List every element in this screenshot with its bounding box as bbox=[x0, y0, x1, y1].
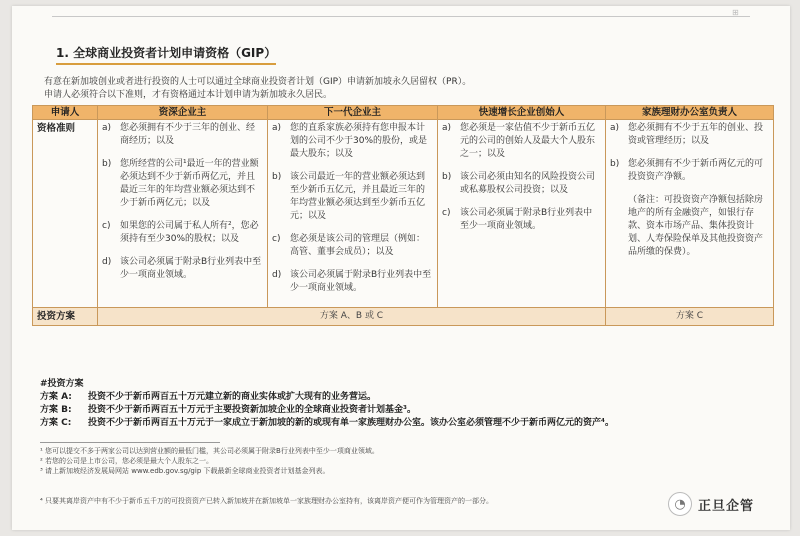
header-applicant: 申请人 bbox=[33, 106, 98, 120]
criteria-row bbox=[33, 120, 774, 308]
watermark bbox=[668, 492, 754, 516]
list-item: b) 您所经营的公司¹最近一年的营业额必须达到不少于新币两亿元，并且最近三年的年均营业额必须达到不少于新币两亿元；以及 bbox=[102, 159, 259, 208]
criteria-col-fast-growth bbox=[438, 120, 606, 308]
list-item: a) 您必须拥有不少于五年的创业、投资或管理经历；以及 bbox=[610, 123, 764, 146]
table-header-row bbox=[33, 106, 774, 120]
intro-paragraph bbox=[44, 76, 784, 102]
intro-line: 申请人必须符合以下准则，才有资格通过本计划申请为新加坡永久居民。 bbox=[44, 90, 333, 100]
header-fast-growth-founder: 快速增长企业创始人 bbox=[438, 106, 606, 120]
list-item: a) 您的直系家族必须持有您申报本计划的公司不少于30%的股份，或是最大股东；以及 bbox=[272, 123, 428, 159]
list-item: b) 您必须拥有不少于新币两亿元的可投资资产净额。 bbox=[610, 159, 764, 182]
footnote: ² 若您的公司是上市公司，您必须是最大个人股东之一。 bbox=[40, 457, 214, 465]
plan-item: 方案 C: 投资不少于新币两百五十万元于一家成立于新加坡的新的或现有单一家族理财办公室。该办公室必须管理不少于新币两亿元的资产⁴。 bbox=[40, 418, 614, 428]
list-item: b) 该公司必须由知名的风险投资公司或私募股权公司投资；以及 bbox=[442, 172, 596, 195]
list-item: a) 您必须拥有不少于三年的创业、经商经历；以及 bbox=[102, 123, 256, 146]
criteria-col-established bbox=[98, 120, 268, 308]
plan-abc-cell: 方案 A、B 或 C bbox=[98, 308, 606, 326]
wechat-logo-icon: ◔ bbox=[668, 492, 692, 516]
header-established-owner: 资深企业主 bbox=[98, 106, 268, 120]
criteria-col-next-gen bbox=[268, 120, 438, 308]
list-item: c) 该公司必须属于附录B行业列表中至少一项商业领域。 bbox=[442, 208, 593, 231]
top-rule bbox=[52, 16, 750, 17]
criteria-label: 资格准则 bbox=[33, 120, 98, 308]
intro-line: 有意在新加坡创业或者进行投资的人士可以通过全球商业投资者计划（GIP）申请新加坡永久居留权（PR）。 bbox=[44, 77, 472, 87]
plan-label: 投资方案 bbox=[33, 308, 98, 326]
list-item: d) 该公司必须属于附录B行业列表中至少一项商业领域。 bbox=[272, 270, 432, 293]
footnote: ¹ 您可以提交不多于两家公司以达到营业额的最低门槛，其公司必须属于附录B行业列表中至少一项商业领域。 bbox=[40, 447, 379, 455]
family-office-note: （备注：可投资资产净额包括除房地产的所有金融资产，如银行存款、资本市场产品、集体投资计划、人寿保险保单及其他投资资产品所缴的保费）。 bbox=[628, 195, 764, 257]
list-item: b) 该公司最近一年的营业额必须达到至少新币五亿元，并且最近三年的年均营业额必须达到至少新币五亿元；以及 bbox=[272, 172, 426, 221]
criteria-col-family-office bbox=[606, 120, 774, 308]
investment-plans-section bbox=[40, 378, 770, 430]
corner-mark: ⊞ bbox=[732, 8, 739, 17]
footnote: ³ 请上新加坡经济发展局网站 www.edb.gov.sg/gip 下载最新全球商业投资者计划基金列表。 bbox=[40, 467, 330, 475]
footnote-divider bbox=[40, 442, 220, 443]
eligibility-table bbox=[32, 105, 774, 326]
footnotes bbox=[40, 446, 740, 476]
list-item: c) 如果您的公司属于私人所有²，您必须持有至少30%的股权；以及 bbox=[102, 221, 259, 244]
investment-plan-row bbox=[33, 308, 774, 326]
plans-title: #投资方案 bbox=[40, 379, 84, 389]
section-heading: 1. 全球商业投资者计划申请资格（GIP） bbox=[56, 44, 276, 65]
list-item: d) 该公司必须属于附录B行业列表中至少一项商业领域。 bbox=[102, 257, 262, 280]
watermark-text: 正旦企管 bbox=[698, 498, 755, 514]
plan-c-cell: 方案 C bbox=[606, 308, 774, 326]
header-next-gen-owner: 下一代企业主 bbox=[268, 106, 438, 120]
plan-item: 方案 A: 投资不少于新币两百五十万元建立新的商业实体或扩大现有的业务营运。 bbox=[40, 392, 377, 402]
list-item: c) 您必须是该公司的管理层（例如：高管、董事会成员）；以及 bbox=[272, 234, 426, 257]
list-item: a) 您必须是一家估值不少于新币五亿元的公司的创始人及最大个人股东之一；以及 bbox=[442, 123, 596, 159]
footnote-offshore-assets: ⁴ 只要其离岸资产中有不少于新币五千万的可投资资产已转入新加坡并在新加坡单一家族理财办公室持有，该离岸资产便可作为管理资产的一部分。 bbox=[40, 497, 494, 505]
header-family-office: 家族理财办公室负责人 bbox=[606, 106, 774, 120]
plan-item: 方案 B: 投资不少于新币两百五十万元于主要投资新加坡企业的全球商业投资者计划基金³。 bbox=[40, 405, 416, 415]
